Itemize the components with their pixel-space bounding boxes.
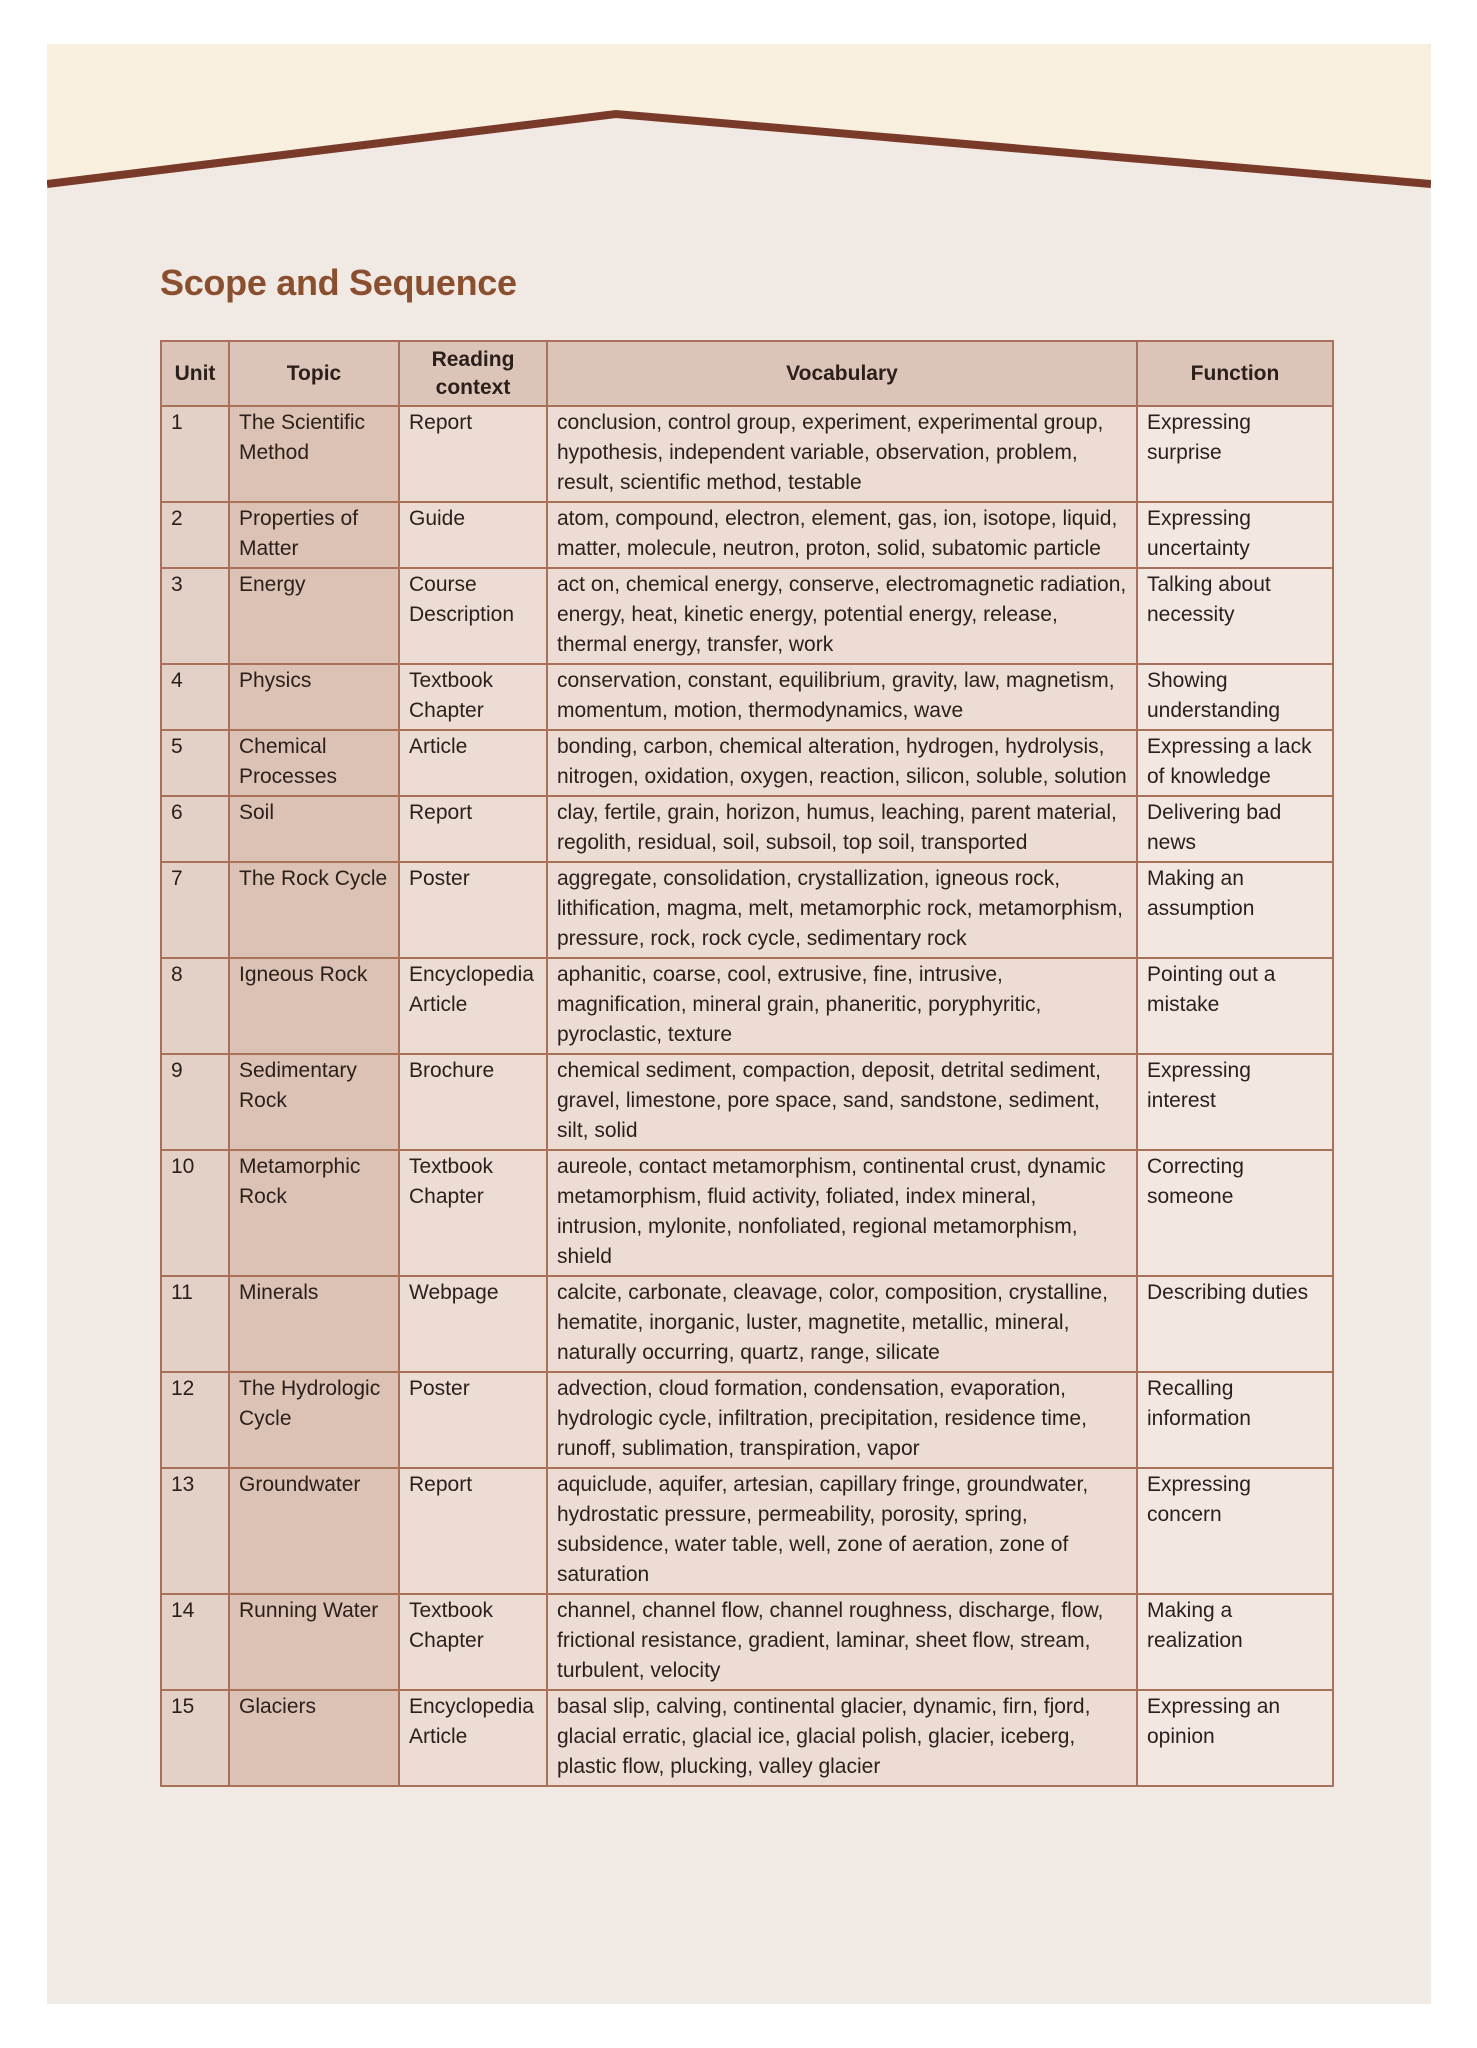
cell-topic: Minerals bbox=[229, 1276, 399, 1372]
cell-reading-context: Guide bbox=[399, 502, 547, 568]
table-row bbox=[161, 1690, 1333, 1786]
cell-vocabulary: aureole, contact metamorphism, continental crust, dynamic metamorphism, fluid activity, foliated, index mineral, intrusion, mylonite, nonfoliated, regional metamorphism, shield bbox=[547, 1150, 1137, 1276]
cell-reading-context: Textbook Chapter bbox=[399, 664, 547, 730]
cell-vocabulary: aphanitic, coarse, cool, extrusive, fine, intrusive, magnification, mineral grain, phaneritic, poryphyritic, pyroclastic, texture bbox=[547, 958, 1137, 1054]
cell-vocabulary: calcite, carbonate, cleavage, color, composition, crystalline, hematite, inorganic, luster, magnetite, metallic, mineral, naturally occurring, quartz, range, silicate bbox=[547, 1276, 1137, 1372]
cell-vocabulary: chemical sediment, compaction, deposit, detrital sediment, gravel, limestone, pore space, sand, sandstone, sediment, silt, solid bbox=[547, 1054, 1137, 1150]
cell-function: Expressing concern bbox=[1137, 1468, 1333, 1594]
cell-function: Talking about necessity bbox=[1137, 568, 1333, 664]
cell-topic: Sedimentary Rock bbox=[229, 1054, 399, 1150]
cell-function: Correcting someone bbox=[1137, 1150, 1333, 1276]
cell-topic: Properties of Matter bbox=[229, 502, 399, 568]
cell-unit: 5 bbox=[161, 730, 229, 796]
table-row bbox=[161, 1594, 1333, 1690]
cell-reading-context: Report bbox=[399, 796, 547, 862]
header-function: Function bbox=[1137, 341, 1333, 406]
cell-vocabulary: clay, fertile, grain, horizon, humus, leaching, parent material, regolith, residual, soil, subsoil, top soil, transported bbox=[547, 796, 1137, 862]
cell-topic: Running Water bbox=[229, 1594, 399, 1690]
cell-function: Describing duties bbox=[1137, 1276, 1333, 1372]
cell-topic: Chemical Processes bbox=[229, 730, 399, 796]
cell-unit: 14 bbox=[161, 1594, 229, 1690]
cell-unit: 15 bbox=[161, 1690, 229, 1786]
cell-topic: The Hydrologic Cycle bbox=[229, 1372, 399, 1468]
cell-vocabulary: conservation, constant, equilibrium, gravity, law, magnetism, momentum, motion, thermodynamics, wave bbox=[547, 664, 1137, 730]
table-row bbox=[161, 502, 1333, 568]
cell-function: Recalling information bbox=[1137, 1372, 1333, 1468]
cell-function: Making an assumption bbox=[1137, 862, 1333, 958]
cell-unit: 13 bbox=[161, 1468, 229, 1594]
table-row bbox=[161, 406, 1333, 502]
cell-function: Expressing interest bbox=[1137, 1054, 1333, 1150]
cell-unit: 9 bbox=[161, 1054, 229, 1150]
table-row bbox=[161, 1276, 1333, 1372]
cell-reading-context: Poster bbox=[399, 862, 547, 958]
cell-function: Expressing uncertainty bbox=[1137, 502, 1333, 568]
cell-unit: 11 bbox=[161, 1276, 229, 1372]
cell-function: Making a realization bbox=[1137, 1594, 1333, 1690]
cell-vocabulary: atom, compound, electron, element, gas, ion, isotope, liquid, matter, molecule, neutron, proton, solid, subatomic particle bbox=[547, 502, 1137, 568]
table-row bbox=[161, 664, 1333, 730]
cell-vocabulary: bonding, carbon, chemical alteration, hydrogen, hydrolysis, nitrogen, oxidation, oxygen, reaction, silicon, soluble, solution bbox=[547, 730, 1137, 796]
cell-unit: 4 bbox=[161, 664, 229, 730]
cell-topic: Groundwater bbox=[229, 1468, 399, 1594]
cell-reading-context: Textbook Chapter bbox=[399, 1594, 547, 1690]
table-row bbox=[161, 796, 1333, 862]
cell-reading-context: Report bbox=[399, 406, 547, 502]
cell-function: Expressing surprise bbox=[1137, 406, 1333, 502]
cell-vocabulary: act on, chemical energy, conserve, electromagnetic radiation, energy, heat, kinetic energy, potential energy, release, thermal energy, transfer, work bbox=[547, 568, 1137, 664]
cell-topic: The Scientific Method bbox=[229, 406, 399, 502]
cell-topic: Igneous Rock bbox=[229, 958, 399, 1054]
cell-unit: 3 bbox=[161, 568, 229, 664]
cell-topic: Physics bbox=[229, 664, 399, 730]
table-row bbox=[161, 730, 1333, 796]
cell-unit: 10 bbox=[161, 1150, 229, 1276]
cell-vocabulary: basal slip, calving, continental glacier, dynamic, firn, fjord, glacial erratic, glacial ice, glacial polish, glacier, iceberg, plastic flow, plucking, valley glacier bbox=[547, 1690, 1137, 1786]
table-row bbox=[161, 1372, 1333, 1468]
cell-reading-context: Webpage bbox=[399, 1276, 547, 1372]
cell-unit: 6 bbox=[161, 796, 229, 862]
table-header-row bbox=[161, 341, 1333, 406]
cell-reading-context: Report bbox=[399, 1468, 547, 1594]
cell-topic: Metamorphic Rock bbox=[229, 1150, 399, 1276]
cell-function: Expressing an opinion bbox=[1137, 1690, 1333, 1786]
cell-topic: Soil bbox=[229, 796, 399, 862]
cell-function: Delivering bad news bbox=[1137, 796, 1333, 862]
cell-function: Showing understanding bbox=[1137, 664, 1333, 730]
cell-unit: 7 bbox=[161, 862, 229, 958]
cell-function: Expressing a lack of knowledge bbox=[1137, 730, 1333, 796]
table-row bbox=[161, 1150, 1333, 1276]
header-reading-context: Reading context bbox=[399, 341, 547, 406]
header-unit: Unit bbox=[161, 341, 229, 406]
cell-vocabulary: conclusion, control group, experiment, experimental group, hypothesis, independent variable, observation, problem, result, scientific method, testable bbox=[547, 406, 1137, 502]
cell-unit: 1 bbox=[161, 406, 229, 502]
cell-reading-context: Poster bbox=[399, 1372, 547, 1468]
cell-unit: 12 bbox=[161, 1372, 229, 1468]
cell-reading-context: Encyclopedia Article bbox=[399, 1690, 547, 1786]
cell-reading-context: Course Description bbox=[399, 568, 547, 664]
cell-reading-context: Brochure bbox=[399, 1054, 547, 1150]
cell-vocabulary: aquiclude, aquifer, artesian, capillary fringe, groundwater, hydrostatic pressure, permeability, porosity, spring, subsidence, water table, well, zone of aeration, zone of saturation bbox=[547, 1468, 1137, 1594]
cell-reading-context: Textbook Chapter bbox=[399, 1150, 547, 1276]
cell-reading-context: Article bbox=[399, 730, 547, 796]
cell-reading-context: Encyclopedia Article bbox=[399, 958, 547, 1054]
table-row bbox=[161, 1468, 1333, 1594]
cell-unit: 2 bbox=[161, 502, 229, 568]
header-topic: Topic bbox=[229, 341, 399, 406]
table-row bbox=[161, 862, 1333, 958]
cell-topic: The Rock Cycle bbox=[229, 862, 399, 958]
header-vocabulary: Vocabulary bbox=[547, 341, 1137, 406]
cell-topic: Glaciers bbox=[229, 1690, 399, 1786]
scope-sequence-table bbox=[160, 340, 1334, 1787]
cell-vocabulary: advection, cloud formation, condensation, evaporation, hydrologic cycle, infiltration, precipitation, residence time, runoff, sublimation, transpiration, vapor bbox=[547, 1372, 1137, 1468]
page-title: Scope and Sequence bbox=[160, 262, 517, 303]
table-row bbox=[161, 1054, 1333, 1150]
roof-banner bbox=[47, 44, 1431, 204]
cell-unit: 8 bbox=[161, 958, 229, 1054]
table-row bbox=[161, 958, 1333, 1054]
cell-topic: Energy bbox=[229, 568, 399, 664]
cell-vocabulary: channel, channel flow, channel roughness, discharge, flow, frictional resistance, gradient, laminar, sheet flow, stream, turbulent, velocity bbox=[547, 1594, 1137, 1690]
cell-vocabulary: aggregate, consolidation, crystallization, igneous rock, lithification, magma, melt, metamorphic rock, metamorphism, pressure, rock, rock cycle, sedimentary rock bbox=[547, 862, 1137, 958]
table-row bbox=[161, 568, 1333, 664]
cell-function: Pointing out a mistake bbox=[1137, 958, 1333, 1054]
